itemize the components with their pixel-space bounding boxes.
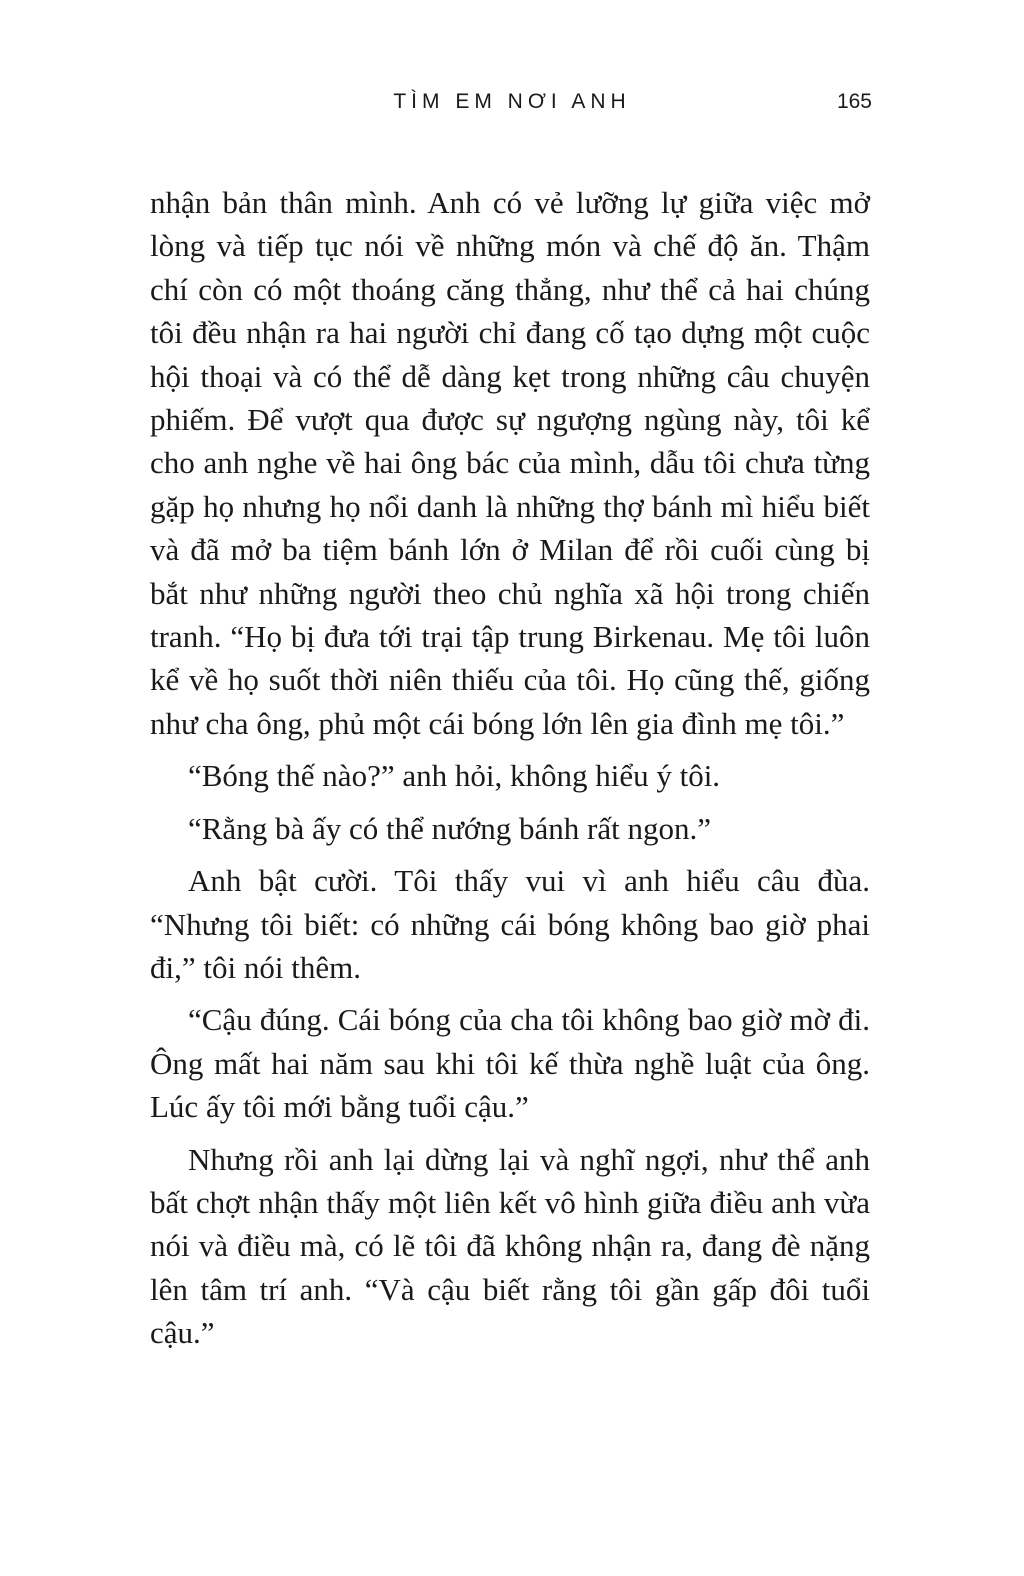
- book-title: TÌM EM NƠI ANH: [393, 90, 631, 113]
- page-body: [150, 181, 870, 1355]
- paragraph: Nhưng rồi anh lại dừng lại và nghĩ ngợi, như thể anh bất chợt nhận thấy một liên kết vô hình giữa điều anh vừa nói và điều mà, có lẽ tôi đã không nhận ra, đang đè nặng lên tâm trí anh. “Và cậu biết rằng tôi gần gấp đôi tuổi cậu.”: [150, 1141, 870, 1351]
- paragraph: “Rằng bà ấy có thể nướng bánh rất ngon.”: [188, 810, 712, 846]
- paragraph: “Bóng thế nào?” anh hỏi, không hiểu ý tôi.: [188, 758, 721, 794]
- page-number: 165: [836, 90, 872, 113]
- paragraph: Anh bật cười. Tôi thấy vui vì anh hiểu câu đùa. “Nhưng tôi biết: có những cái bóng không bao giờ phai đi,” tôi nói thêm.: [150, 863, 870, 985]
- paragraph: nhận bản thân mình. Anh có vẻ lưỡng lự giữa việc mở lòng và tiếp tục nói về những món và chế độ ăn. Thậm chí còn có một thoáng căng thẳng, như thể cả hai chúng tôi đều nhận ra hai người chỉ đang cố tạo dựng một cuộc hội thoại và có thể dễ dàng kẹt trong những câu chuyện phiếm. Để vượt qua được sự ngượng ngùng này, tôi kể cho anh nghe về hai ông bác của mình, dẫu tôi chưa từng gặp họ nhưng họ nổi danh là những thợ bánh mì hiểu biết và đã mở ba tiệm bánh lớn ở Milan để rồi cuối cùng bị bắt như những người theo chủ nghĩa xã hội trong chiến tranh. “Họ bị đưa tới trại tập trung Birkenau. Mẹ tôi luôn kể về họ suốt thời niên thiếu của tôi. Họ cũng thế, giống như cha ông, phủ một cái bóng lớn lên gia đình mẹ tôi.”: [150, 185, 870, 741]
- paragraph: “Cậu đúng. Cái bóng của cha tôi không bao giờ mờ đi. Ông mất hai năm sau khi tôi kế thừa nghề luật của ông. Lúc ấy tôi mới bằng tuổi cậu.”: [150, 1002, 870, 1125]
